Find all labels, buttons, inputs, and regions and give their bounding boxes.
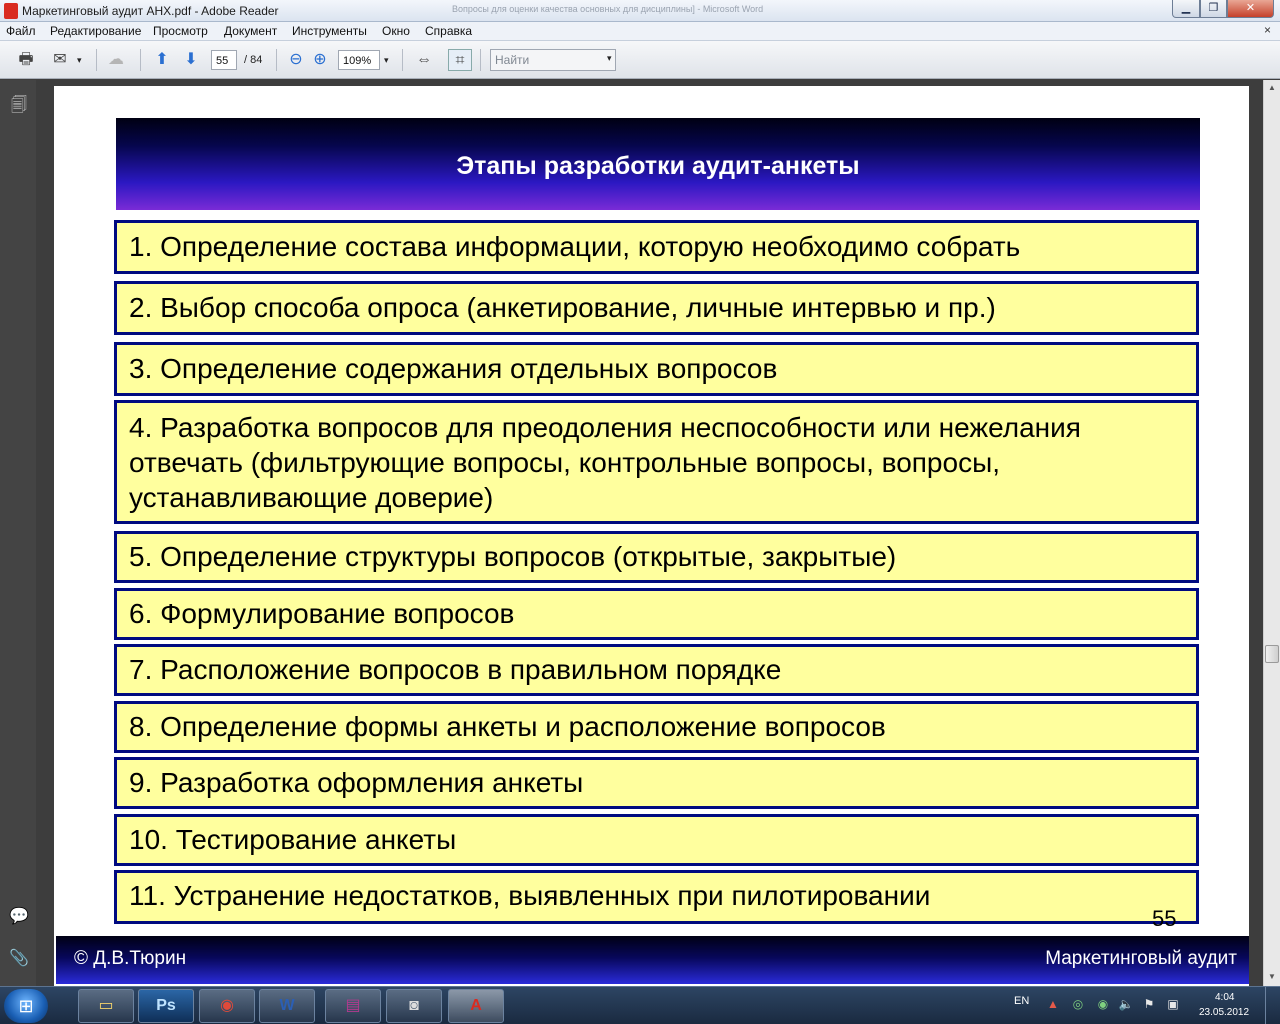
- taskbar-explorer-icon[interactable]: ▭: [78, 989, 134, 1023]
- fit-page-icon[interactable]: ⌗: [448, 49, 472, 71]
- slide-page-number: 55: [1152, 906, 1177, 931]
- step-item: 2. Выбор способа опроса (анкетирование, личные интервью и пр.): [114, 281, 1199, 335]
- step-item: 10. Тестирование анкеты: [114, 814, 1199, 866]
- close-button[interactable]: ✕: [1227, 0, 1274, 18]
- fit-width-icon[interactable]: ⇔: [416, 51, 432, 68]
- page-number-input[interactable]: 55: [211, 50, 237, 70]
- adobe-reader-icon: [4, 3, 18, 19]
- toolbar-separator: [276, 49, 277, 71]
- maximize-button[interactable]: ❐: [1200, 0, 1227, 18]
- toolbar-separator: [140, 49, 141, 71]
- taskbar: [0, 986, 1280, 1024]
- zoom-out-icon[interactable]: ⊖: [289, 51, 303, 68]
- toolbar-separator: [96, 49, 97, 71]
- page-up-icon[interactable]: ⬆: [155, 51, 169, 68]
- menu-file[interactable]: Файл: [6, 24, 36, 38]
- page-total: / 84: [244, 54, 263, 66]
- tray-volume-icon[interactable]: 🔈: [1118, 997, 1134, 1011]
- step-item: 6. Формулирование вопросов: [114, 588, 1199, 640]
- share-dropdown-icon[interactable]: ▾: [77, 55, 82, 65]
- footer-course: Маркетинговый аудит: [1045, 948, 1237, 969]
- scroll-up-icon[interactable]: ▲: [1268, 83, 1276, 92]
- step-item: 3. Определение содержания отдельных вопросов: [114, 342, 1199, 396]
- tray-display-icon[interactable]: ▣: [1167, 997, 1179, 1011]
- toolbar-separator: [480, 49, 481, 71]
- navigation-pane: [0, 80, 36, 986]
- footer-author: © Д.В.Тюрин: [74, 948, 187, 969]
- tray-flag-icon[interactable]: ⚑: [1143, 997, 1155, 1011]
- comment-icon[interactable]: ☁: [108, 51, 124, 68]
- show-desktop-button[interactable]: [1265, 987, 1280, 1024]
- share-icon[interactable]: ✉: [53, 51, 67, 68]
- vertical-scrollbar[interactable]: [1263, 80, 1280, 986]
- language-indicator[interactable]: EN: [1014, 995, 1030, 1007]
- clock-time[interactable]: 4:04: [1215, 992, 1235, 1003]
- page-down-icon[interactable]: ⬇: [184, 51, 198, 68]
- step-item: 7. Расположение вопросов в правильном порядке: [114, 644, 1199, 696]
- slide-footer: [56, 936, 1249, 984]
- step-item: 11. Устранение недостатков, выявленных при пилотировании: [114, 870, 1199, 924]
- comments-panel-icon[interactable]: 💬: [9, 908, 29, 925]
- attachments-panel-icon[interactable]: 📎: [9, 950, 29, 967]
- menu-document[interactable]: Документ: [224, 24, 278, 38]
- document-close-button[interactable]: ×: [1264, 23, 1272, 37]
- menu-bar: [0, 22, 1280, 41]
- taskbar-camera-icon[interactable]: ◙: [386, 989, 442, 1023]
- tray-network-icon[interactable]: ◎: [1072, 997, 1084, 1011]
- start-button[interactable]: ⊞: [4, 989, 48, 1023]
- clock-date[interactable]: 23.05.2012: [1199, 1007, 1250, 1018]
- zoom-input[interactable]: 109%: [338, 50, 380, 70]
- step-item: 8. Определение формы анкеты и расположение вопросов: [114, 701, 1199, 753]
- step-item: 4. Разработка вопросов для преодоления неспособности или нежелания отвечать (фильтрующие вопросы, контрольные вопросы, вопросы, устанавливающие доверие): [114, 400, 1199, 524]
- slide-header: [116, 118, 1200, 210]
- taskbar-chrome-icon[interactable]: ◉: [199, 989, 255, 1023]
- print-icon[interactable]: 🖶: [18, 51, 34, 68]
- pages-panel-icon[interactable]: 🗐: [11, 97, 27, 114]
- tray-adobe-icon[interactable]: ▲: [1047, 997, 1059, 1011]
- taskbar-winrar-icon[interactable]: ▤: [325, 989, 381, 1023]
- toolbar: [0, 41, 1280, 79]
- scroll-thumb[interactable]: [1265, 645, 1279, 663]
- step-item: 5. Определение структуры вопросов (открытые, закрытые): [114, 531, 1199, 583]
- zoom-dropdown-icon[interactable]: ▾: [384, 55, 389, 65]
- step-item: 9. Разработка оформления анкеты: [114, 757, 1199, 809]
- window-title-bar: [0, 0, 1280, 22]
- step-item: 1. Определение состава информации, которую необходимо собрать: [114, 220, 1199, 274]
- background-window-title: Вопросы для оценки качества основных для дисциплины] - Microsoft Word: [452, 4, 764, 14]
- tray-status-icon[interactable]: ◉: [1097, 997, 1109, 1011]
- taskbar-adobe-reader-icon[interactable]: A: [448, 989, 504, 1023]
- minimize-button[interactable]: ▁: [1172, 0, 1200, 18]
- toolbar-separator: [402, 49, 403, 71]
- menu-help[interactable]: Справка: [425, 24, 473, 38]
- find-input[interactable]: Найти: [490, 49, 616, 71]
- menu-window[interactable]: Окно: [382, 24, 410, 38]
- find-dropdown-icon[interactable]: ▾: [607, 53, 612, 63]
- menu-edit[interactable]: Редактирование: [50, 24, 142, 38]
- window-title: Маркетинговый аудит АНХ.pdf - Adobe Reader: [22, 4, 279, 18]
- menu-view[interactable]: Просмотр: [153, 24, 208, 38]
- zoom-in-icon[interactable]: ⊕: [313, 51, 327, 68]
- menu-tools[interactable]: Инструменты: [292, 24, 367, 38]
- slide-title: Этапы разработки аудит-анкеты: [456, 152, 860, 180]
- scroll-down-icon[interactable]: ▼: [1268, 972, 1276, 981]
- taskbar-word-icon[interactable]: W: [259, 989, 315, 1023]
- taskbar-photoshop-icon[interactable]: Ps: [138, 989, 194, 1023]
